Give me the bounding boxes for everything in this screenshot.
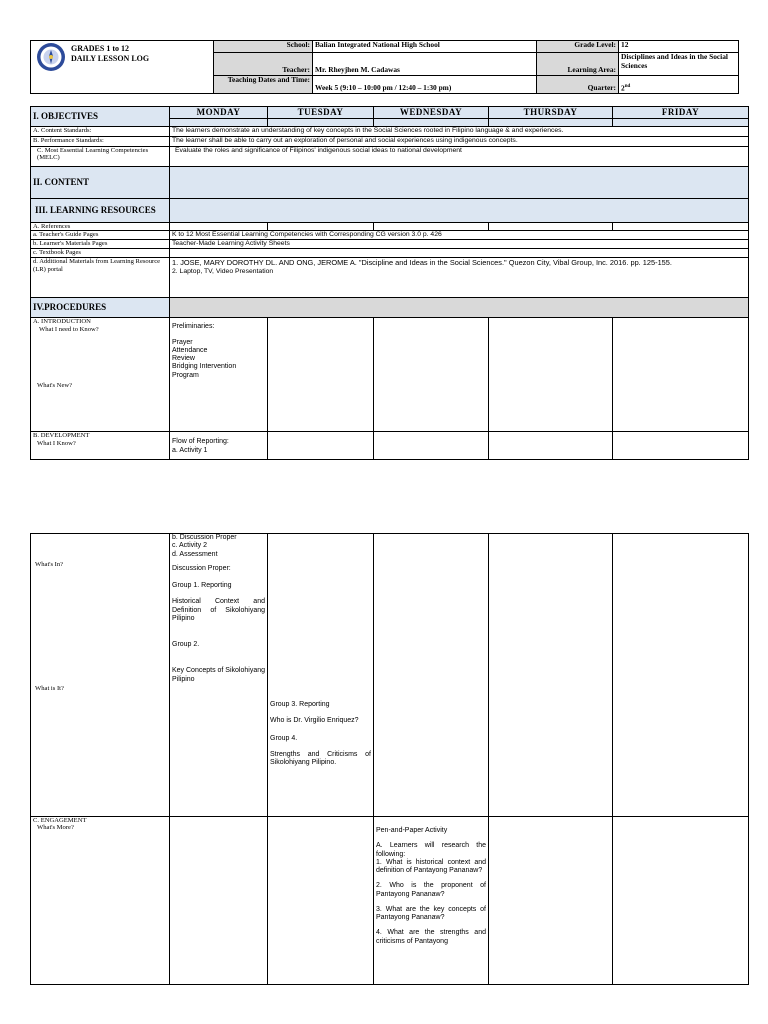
school-label: School: bbox=[214, 41, 313, 53]
day-monday: MONDAY bbox=[170, 107, 268, 119]
dates-label: Teaching Dates and Time: bbox=[214, 76, 313, 94]
engagement-label: C. ENGAGEMENT bbox=[33, 817, 87, 824]
melc-text: Evaluate the roles and significance of Filipinos' indigenous social ideas to national development bbox=[170, 147, 749, 167]
lm-text: Teacher-Made Learning Activity Sheets bbox=[170, 240, 749, 249]
development-cell bbox=[31, 432, 170, 460]
procedures-bar bbox=[170, 298, 749, 318]
teacher-value: Mr. Rheyjhen M. Cadawas bbox=[313, 53, 537, 76]
deped-seal-icon bbox=[36, 42, 66, 72]
development-label: B. DEVELOPMENT bbox=[33, 432, 90, 440]
lr-text: 1. JOSE, MARY DOROTHY DL. AND ONG, JEROME A. "Discipline and Ideas in the Social Sciences." Quezon City, Vibal Group, Inc. 2016. pp. 125-155. 2. Laptop, TV, Video Presentation bbox=[170, 258, 749, 298]
wednesday-engagement: Pen-and-Paper Activity A. Learners will research the following: 1. What is historical context and definition of Pantayong Pananaw? 2. Who is the proponent of Pantayong Pananaw? 3. What are the key concepts of Pantayong Pananaw? 4. What are the strengths and criticisms of Pantayong bbox=[374, 817, 489, 985]
monday-discussion: b. Discussion Proper c. Activity 2 d. Assessment Discussion Proper: Group 1. Reporting Historical Context and Definition of Sikolohiyang Pilipino Group 2. Key Concepts of Sikolohiyang Pilipino bbox=[170, 534, 268, 817]
content-standards-label: A. Content Standards: bbox=[31, 127, 170, 137]
content-value bbox=[170, 167, 749, 199]
title-dll: DAILY LESSON LOG bbox=[71, 54, 150, 63]
header-table bbox=[30, 40, 739, 94]
tg-text: K to 12 Most Essential Learning Competencies with Corresponding CG version 3.0 p. 426 bbox=[170, 231, 749, 240]
tg-label: a. Teacher's Guide Pages bbox=[31, 231, 170, 240]
title-grades: GRADES 1 to 12 bbox=[71, 44, 130, 53]
introduction-cell bbox=[31, 318, 170, 432]
grade-value: 12 bbox=[619, 41, 739, 53]
what-i-know-label: What I Know? bbox=[37, 439, 76, 447]
whats-more-label: What's More? bbox=[37, 824, 74, 832]
whats-in-cell bbox=[31, 534, 170, 817]
day-friday: FRIDAY bbox=[613, 107, 749, 119]
references-label: A. References bbox=[31, 223, 170, 231]
day-wednesday: WEDNESDAY bbox=[374, 107, 489, 119]
what-is-it-label: What is It? bbox=[35, 685, 64, 692]
melc-label: C. Most Essential Learning Competencies (MELC) bbox=[31, 147, 170, 167]
day-tuesday: TUESDAY bbox=[268, 107, 374, 119]
lr-label: d. Additional Materials from Learning Resource (LR) portal bbox=[31, 258, 170, 298]
lm-label: b. Learner's Materials Pages bbox=[31, 240, 170, 249]
need-to-know-label: What I need to Know? bbox=[39, 325, 99, 333]
grade-label: Grade Level: bbox=[537, 41, 619, 53]
day-thursday: THURSDAY bbox=[489, 107, 613, 119]
quarter-label: Quarter: bbox=[537, 76, 619, 94]
whats-in-label: What's In? bbox=[35, 561, 64, 568]
introduction-label: A. INTRODUCTION bbox=[33, 318, 91, 326]
content-standards-text: The learners demonstrate an understanding of key concepts in the Social Sciences rooted in Filipino language & and experiences. bbox=[170, 127, 749, 137]
header-logo-cell bbox=[31, 41, 214, 94]
monday-introduction: Preliminaries: Prayer Attendance Review Bridging Intervention Program bbox=[170, 318, 268, 432]
quarter-value: 2nd bbox=[619, 76, 739, 94]
monday-development: Flow of Reporting: a. Activity 1 bbox=[170, 432, 268, 460]
school-value: Balian Integrated National High School bbox=[313, 41, 537, 53]
content-heading: II. CONTENT bbox=[31, 167, 170, 199]
resources-value bbox=[170, 199, 749, 223]
area-label: Learning Area: bbox=[537, 53, 619, 76]
main-table-page2 bbox=[30, 533, 749, 985]
tb-label: c. Textbook Pages bbox=[31, 249, 170, 258]
tuesday-discussion: Group 3. Reporting Who is Dr. Virgilio Enriquez? Group 4. Strengths and Criticisms of Sikolohiyang Pilipino. bbox=[268, 534, 374, 817]
area-value: Disciplines and Ideas in the Social Sciences bbox=[619, 53, 739, 76]
main-table-page1 bbox=[30, 106, 749, 460]
dates-value: Week 5 (9:10 – 10:00 pm / 12:40 – 1:30 pm) bbox=[313, 76, 537, 94]
engagement-cell bbox=[31, 817, 170, 985]
resources-heading: III. LEARNING RESOURCES bbox=[31, 199, 170, 223]
performance-standards-text: The learner shall be able to carry out an exploration of personal and social experiences using indigenous concepts. bbox=[170, 137, 749, 147]
objectives-heading: I. OBJECTIVES bbox=[31, 107, 170, 127]
whats-new-label: What's New? bbox=[37, 382, 73, 390]
performance-standards-label: B. Performance Standards: bbox=[31, 137, 170, 147]
procedures-heading: IV.PROCEDURES bbox=[31, 298, 170, 318]
teacher-label: Teacher: bbox=[214, 53, 313, 76]
